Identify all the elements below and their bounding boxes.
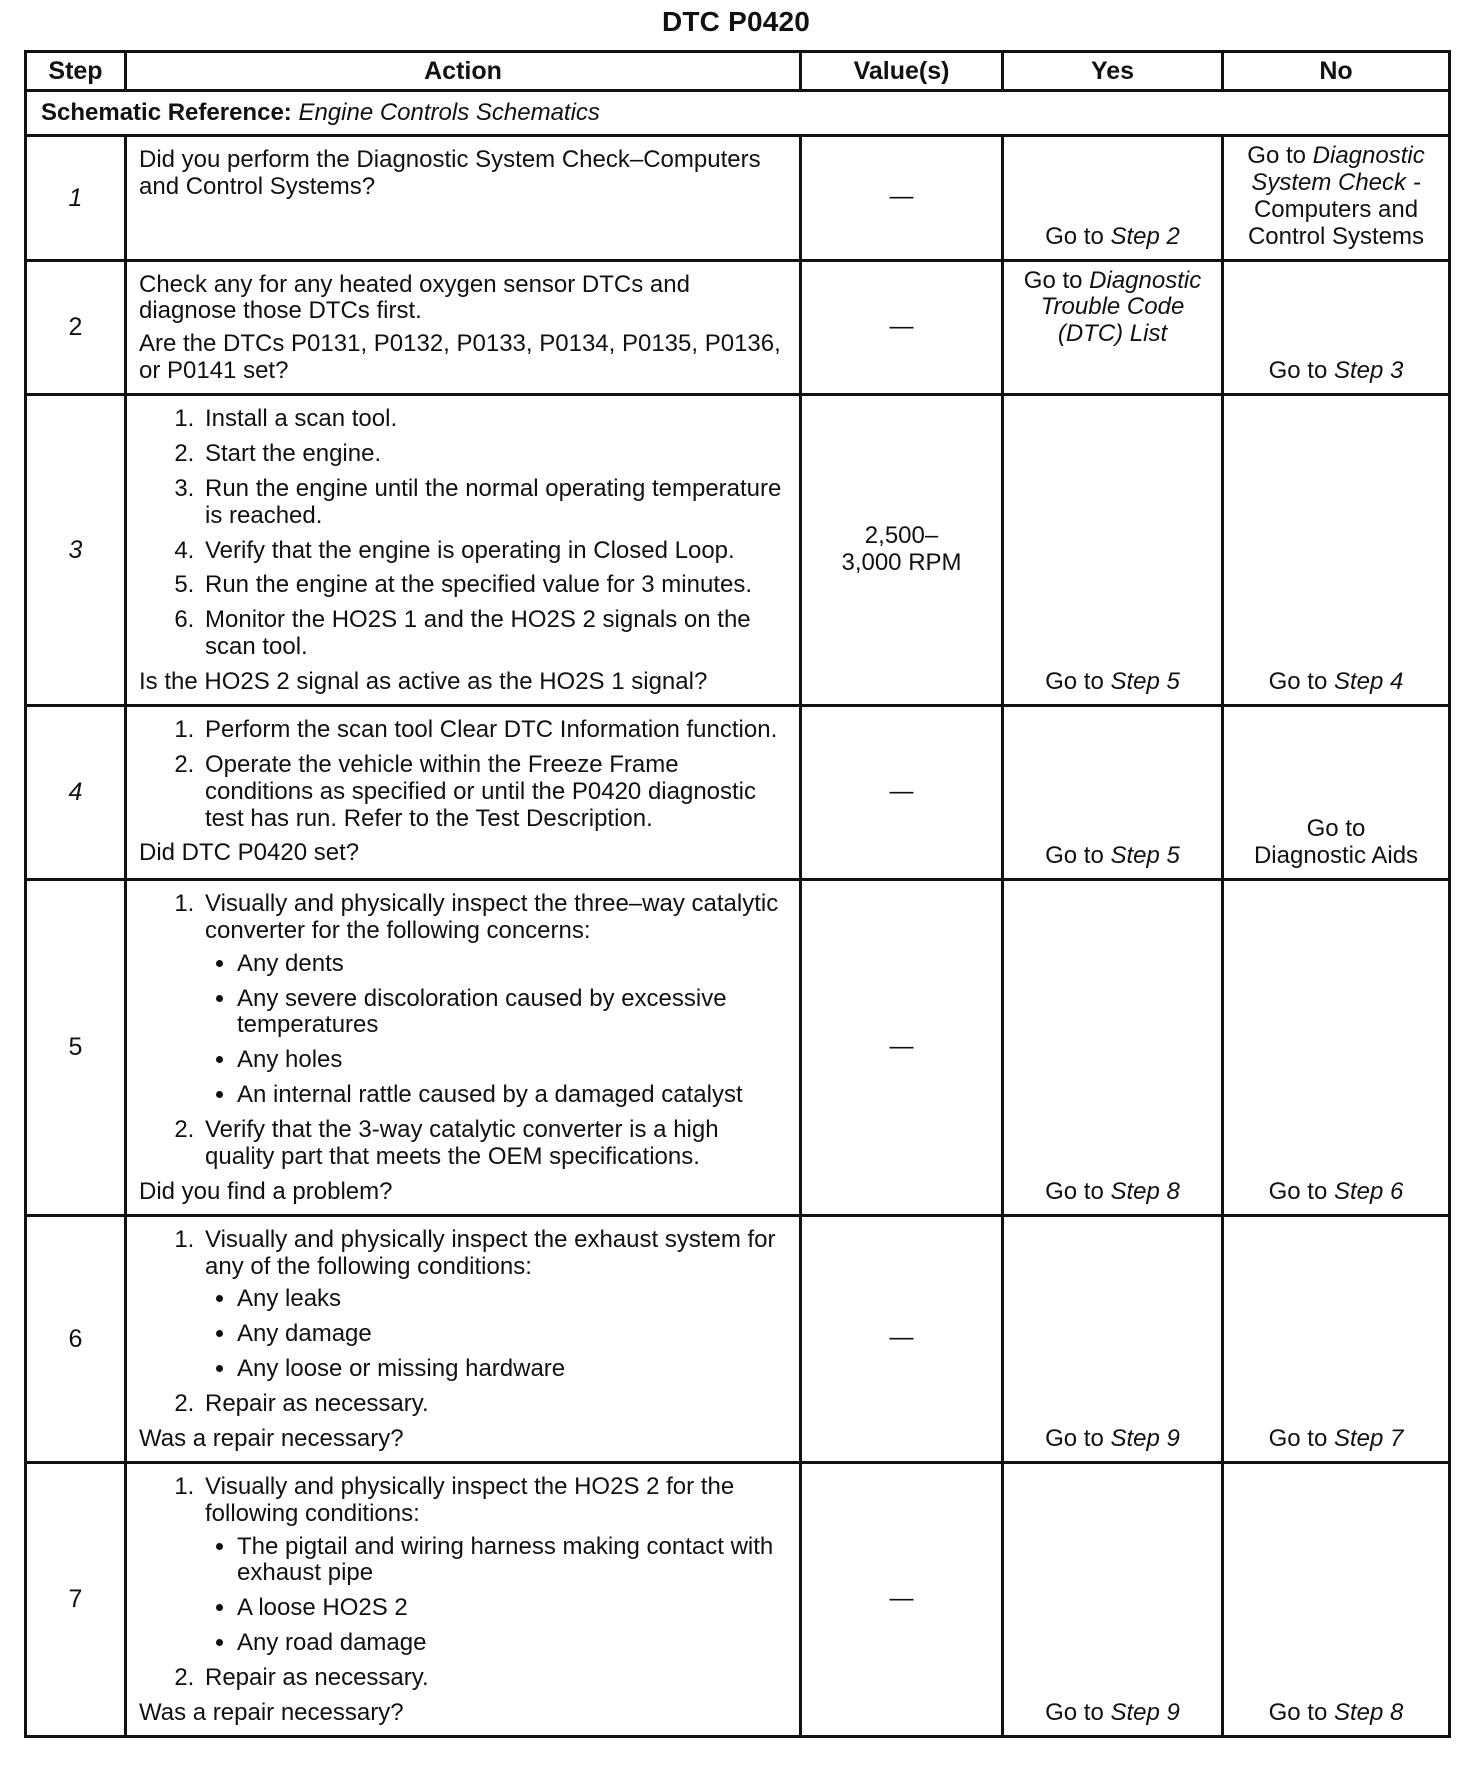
table-row [26,136,1450,261]
step-number: 2 [26,260,126,395]
yes-cell: Go to Step 9 [1003,1462,1223,1736]
table-row [26,705,1450,879]
list-item: 2. Operate the vehicle within the Freeze Frame conditions as specified or until the P0420 diagnostic test has run. Refer to the Test Description. [201,752,789,833]
goto-link[interactable]: Step 3 [1333,357,1404,385]
no-cell: Go to Step 4 [1223,395,1450,706]
schematic-label: Schematic Reference: [41,98,292,126]
header-step: Step [26,52,126,91]
action-question: Are the DTCs P0131, P0132, P0133, P0134, P0135, P0136, or P0141 set? [139,330,781,385]
schematic-link[interactable]: Engine Controls Schematics [298,98,600,126]
step-number: 1 [26,136,126,261]
diagnostic-table [24,50,1451,1738]
yes-cell: Go to Step 9 [1003,1215,1223,1462]
list-item: 4. Verify that the engine is operating in Closed Loop. [201,538,789,565]
bullet-item: • Any holes [237,1047,789,1074]
value-cell: — [801,260,1003,395]
no-cell: Go to Step 8 [1223,1462,1450,1736]
schematic-row [26,91,1450,136]
value-line: 3,000 RPM [841,548,962,576]
bullet-item: • A loose HO2S 2 [237,1595,789,1622]
yes-cell: Go to Step 5 [1003,705,1223,879]
action-cell [126,1462,801,1736]
action-cell [126,260,801,395]
procedure-list [139,891,789,1171]
no-text: Computers and Control Systems [1247,195,1425,250]
goto-link[interactable]: Step 9 [1110,1698,1180,1726]
step-number: 4 [26,705,126,879]
bullet-item: • The pigtail and wiring harness making contact with exhaust pipe [237,1534,789,1588]
action-question: Is the HO2S 2 signal as active as the HO2S 1 signal? [139,668,708,695]
value-cell: — [801,1215,1003,1462]
action-question: Did you find a problem? [139,1177,393,1205]
step-number: 6 [26,1215,126,1462]
header-values: Value(s) [801,52,1003,91]
value-cell: — [801,879,1003,1215]
yes-cell: Go to Diagnostic Trouble Code (DTC) List [1003,260,1223,395]
goto-link[interactable]: Step 8 [1110,1177,1180,1205]
list-item: 1. Visually and physically inspect the exhaust system for any of the following conditions: • Any leaks • Any damage • Any loose or missing hardware [201,1227,789,1383]
bullet-list [205,1286,789,1383]
no-cell: Go to Step 6 [1223,879,1450,1215]
bullet-list [205,951,789,1109]
list-item: 2. Verify that the 3-way catalytic converter is a high quality part that meets the OEM specifications. [201,1117,789,1171]
table-row [26,1462,1450,1736]
bullet-item: • Any leaks [237,1286,789,1313]
table-row [26,260,1450,395]
value-line: 2,500– [864,522,939,550]
bullet-item: • Any severe discoloration caused by excessive temperatures [237,986,789,1040]
bullet-item: • Any damage [237,1321,789,1348]
step-number: 7 [26,1462,126,1736]
list-item: 1. Visually and physically inspect the three–way catalytic converter for the following concerns: • Any dents • Any severe discoloration caused by excessive temperatures • Any holes • An internal rattle caused by a damaged catalyst [201,891,789,1109]
list-item: 1. Visually and physically inspect the HO2S 2 for the following conditions: • The pigtail and wiring harness making contact with exhaust pipe • A loose HO2S 2 • Any road damage [201,1474,789,1657]
bullet-item: • Any dents [237,951,789,978]
header-no: No [1223,52,1450,91]
yes-cell: Go to Step 2 [1003,136,1223,261]
goto-link[interactable]: Step 7 [1333,1424,1404,1452]
action-cell [126,879,801,1215]
goto-link[interactable]: Step 5 [1110,668,1180,695]
value-cell: — [801,1462,1003,1736]
step-number: 3 [26,395,126,706]
goto-link[interactable]: Diagnostic System Check - [1251,142,1425,196]
bullet-list [205,1534,789,1658]
list-item: 2. Repair as necessary. [201,1391,789,1418]
procedure-list [139,1474,789,1692]
procedure-list [139,1227,789,1418]
table-row [26,879,1450,1215]
no-cell: Go to Diagnostic Aids [1223,705,1450,879]
action-question: Did DTC P0420 set? [139,839,360,867]
action-text: Did you perform the Diagnostic System Check–Computers and Control Systems? [139,146,761,200]
yes-cell: Go to Step 8 [1003,879,1223,1215]
header-action: Action [126,52,801,91]
action-cell [126,136,801,261]
value-cell: — [801,705,1003,879]
goto-link[interactable]: Step 2 [1110,222,1180,250]
action-question: Was a repair necessary? [139,1424,404,1452]
list-item: 1. Perform the scan tool Clear DTC Information function. [201,717,789,744]
goto-link[interactable]: Step 9 [1110,1424,1180,1452]
goto-link[interactable]: Step 5 [1110,842,1180,869]
step-number: 5 [26,879,126,1215]
goto-link[interactable]: Step 6 [1333,1177,1404,1205]
action-cell [126,395,801,706]
goto-link[interactable]: Step 8 [1333,1698,1404,1726]
bullet-item: • Any road damage [237,1630,789,1657]
table-row [26,1215,1450,1462]
header-row [26,52,1450,91]
yes-cell: Go to Step 5 [1003,395,1223,706]
procedure-list [139,717,789,833]
list-item: 5. Run the engine at the specified value for 3 minutes. [201,572,789,599]
no-cell: Go to Diagnostic System Check - Computers and Control Systems [1223,136,1450,261]
header-yes: Yes [1003,52,1223,91]
bullet-item: • An internal rattle caused by a damaged catalyst [237,1082,789,1109]
list-item: 2. Start the engine. [201,441,789,468]
value-cell: — [801,136,1003,261]
list-item: 3. Run the engine until the normal operating temperature is reached. [201,476,789,530]
list-item: 1. Install a scan tool. [201,406,789,433]
page-title: DTC P0420 [661,6,811,37]
no-cell: Go to Step 7 [1223,1215,1450,1462]
no-cell: Go to Step 3 [1223,260,1450,395]
action-cell [126,1215,801,1462]
list-item: 2. Repair as necessary. [201,1665,789,1692]
bullet-item: • Any loose or missing hardware [237,1356,789,1383]
goto-link[interactable]: Diagnostic Aids [1253,842,1419,869]
procedure-list [139,406,789,661]
action-cell [126,705,801,879]
goto-link[interactable]: Step 4 [1333,668,1404,695]
schematic-reference [26,91,1450,136]
list-item: 6. Monitor the HO2S 1 and the HO2S 2 signals on the scan tool. [201,607,789,661]
table-row [26,395,1450,706]
value-cell [801,395,1003,706]
action-question: Was a repair necessary? [139,1698,404,1726]
action-text: Check any for any heated oxygen sensor DTCs and diagnose those DTCs first. [139,270,690,325]
goto-link[interactable]: Diagnostic Trouble Code (DTC) List [1040,266,1202,348]
